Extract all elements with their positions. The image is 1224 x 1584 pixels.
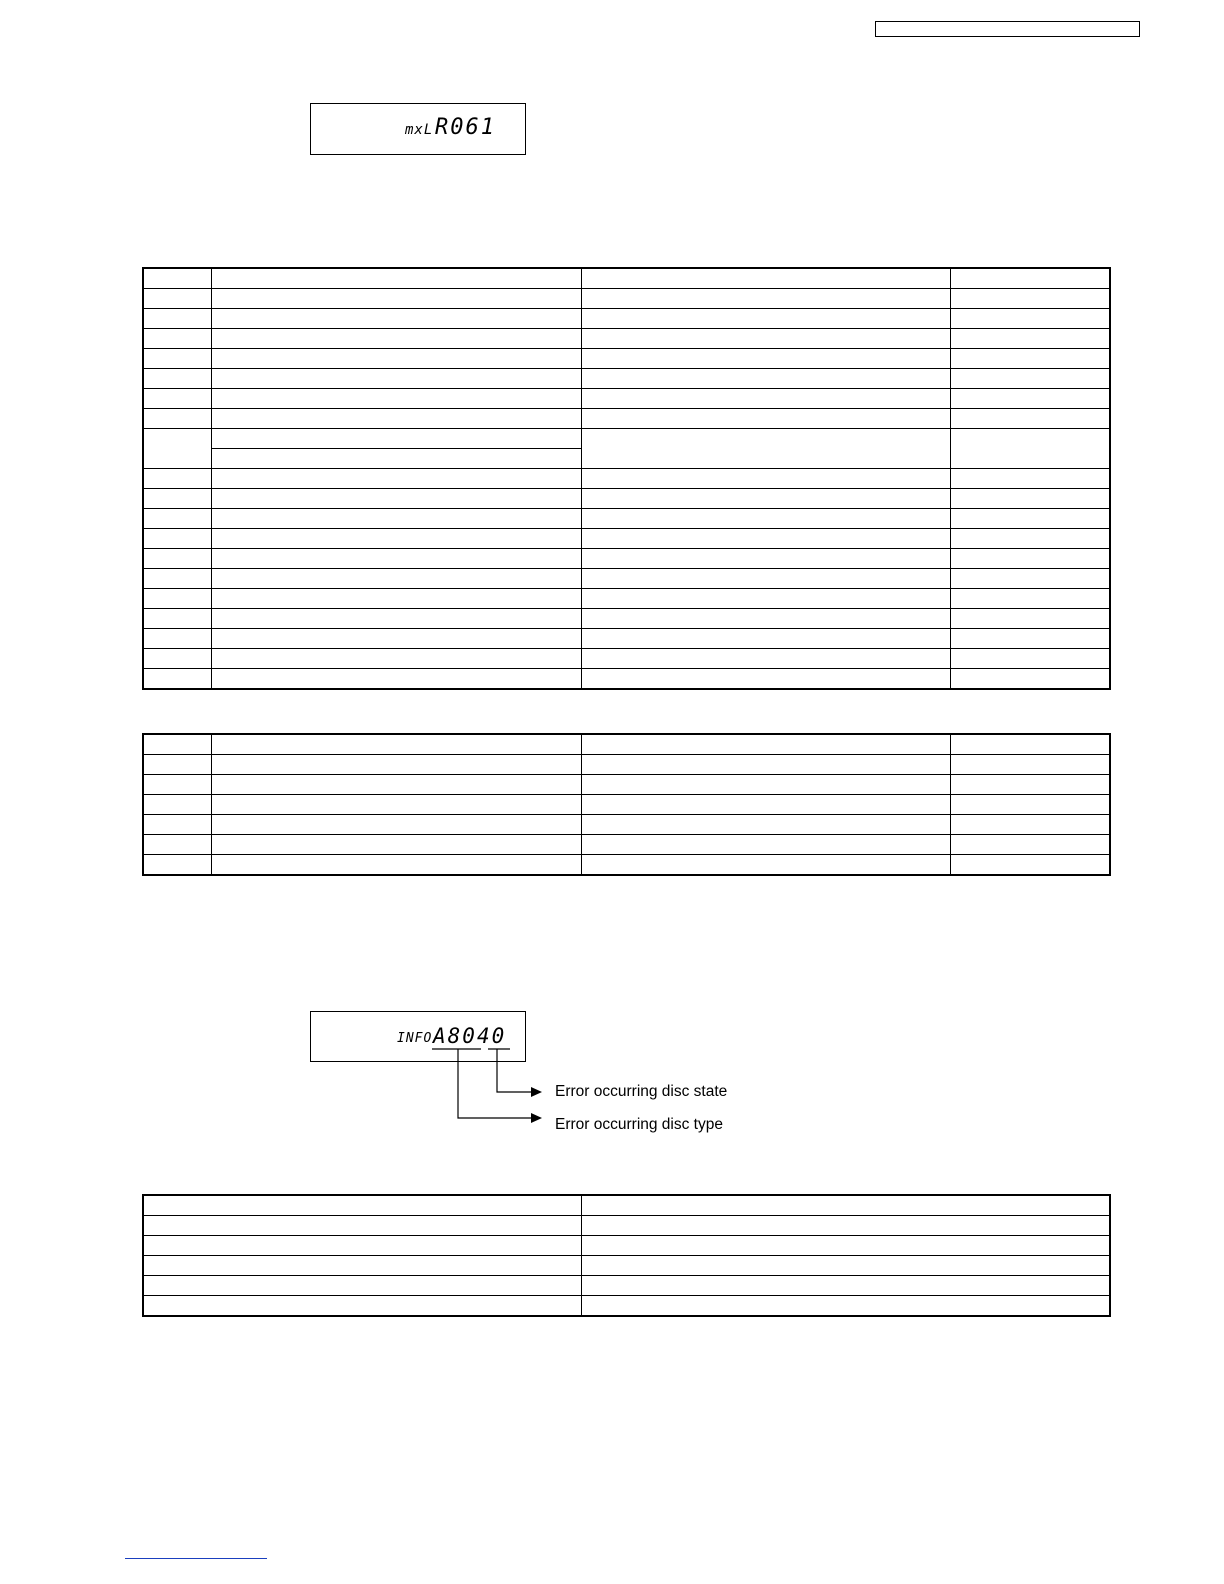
display-code: R061 — [435, 115, 496, 140]
table-row — [143, 1236, 1110, 1256]
table-row — [143, 1256, 1110, 1276]
table-row — [143, 1195, 1110, 1216]
disc-state-digits: 40 — [476, 1024, 507, 1048]
table-row — [143, 1216, 1110, 1236]
table-3 — [142, 1194, 1111, 1317]
disc-type-digits: A80 — [433, 1024, 477, 1048]
table-row — [143, 1296, 1110, 1317]
footer-link-line — [125, 1558, 267, 1559]
display-prefix: INFO — [397, 1031, 433, 1046]
arrow-icon — [531, 1113, 542, 1123]
callout-disc-type: Error occurring disc type — [555, 1116, 723, 1133]
state-leader-line — [497, 1049, 532, 1092]
callout-disc-state: Error occurring disc state — [555, 1083, 728, 1100]
arrow-icon — [531, 1087, 542, 1097]
type-leader-line — [458, 1049, 532, 1118]
display-prefix: mxL — [405, 122, 434, 138]
table-row — [143, 1276, 1110, 1296]
